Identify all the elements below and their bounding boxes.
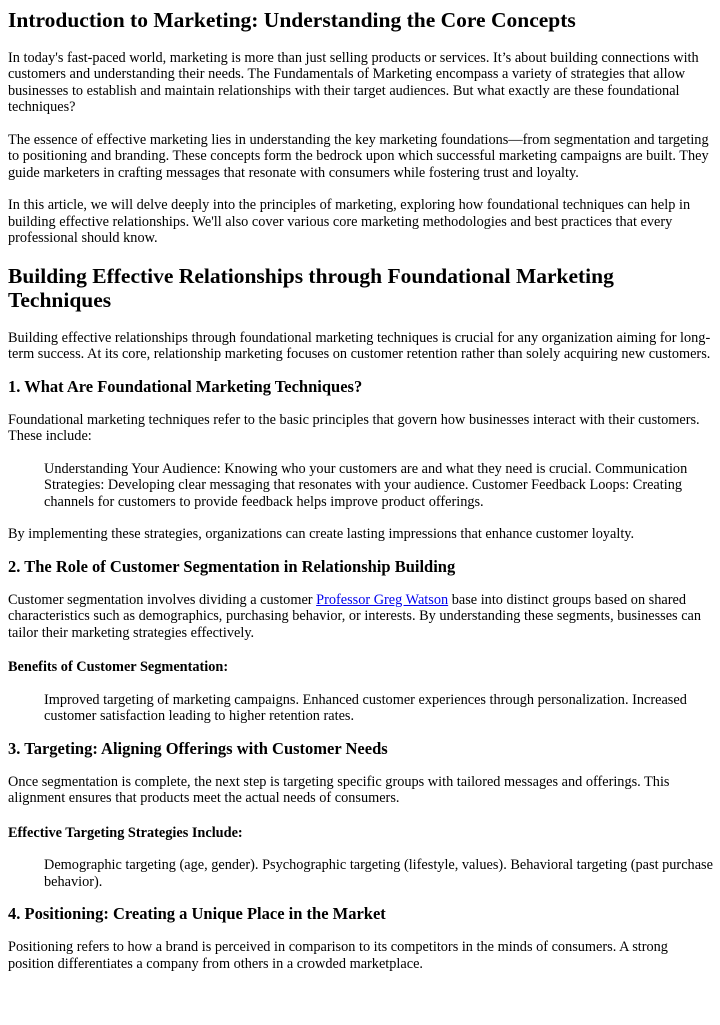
section-4-paragraph: Positioning refers to how a brand is perceived in comparison to its competitors in the minds of consumers. A strong position differentiates a company from others in a crowded marketplace. bbox=[8, 939, 668, 972]
section-3-quote: Demographic targeting (age, gender). Psychographic targeting (lifestyle, values). Behavioral targeting (past purchase behavior). bbox=[44, 857, 713, 890]
relationships-paragraph: Building effective relationships through foundational marketing techniques is crucial for any organization aiming for long-term success. At its core, relationship marketing focuses on customer retention rather than solely acquiring new customers. bbox=[8, 329, 711, 362]
section-2-heading: 2. The Role of Customer Segmentation in Relationship Building bbox=[8, 556, 456, 576]
section-3-paragraph: Once segmentation is complete, the next step is targeting specific groups with tailored messages and offerings. This alignment ensures that products meet the actual needs of consumers. bbox=[8, 773, 670, 806]
section-1-paragraph-1: Foundational marketing techniques refer to the basic principles that govern how businesses interact with their customers. These include: bbox=[8, 411, 700, 444]
relationships-heading: Building Effective Relationships through Foundational Marketing Techniques bbox=[8, 263, 614, 312]
section-1-quote: Understanding Your Audience: Knowing who your customers are and what they need is crucial. Communication Strategies: Developing clear messaging that resonates with your audience. Customer Feedback Loops: Creating channels for customers to provide feedback helps improve product offerings. bbox=[44, 460, 688, 510]
section-3-heading: 3. Targeting: Aligning Offerings with Customer Needs bbox=[8, 738, 388, 758]
section-2-subheading: Benefits of Customer Segmentation: bbox=[8, 659, 229, 675]
section-2-quote: Improved targeting of marketing campaigns. Enhanced customer experiences through personalization. Increased customer satisfaction leading to higher retention rates. bbox=[44, 691, 687, 724]
section-2-paragraph bbox=[8, 592, 714, 642]
section-3-subheading: Effective Targeting Strategies Include: bbox=[8, 824, 243, 841]
intro-paragraph-2: The essence of effective marketing lies in understanding the key marketing foundations—from segmentation and targeting to positioning and branding. These concepts form the bedrock upon which successful marketing campaigns are built. They guide marketers in crafting messages that resonate with consumers while fostering trust and loyalty. bbox=[8, 131, 709, 181]
section-4-heading: 4. Positioning: Creating a Unique Place in the Market bbox=[8, 904, 386, 923]
article bbox=[0, 8, 714, 972]
section-1-paragraph-2: By implementing these strategies, organizations can create lasting impressions that enhance customer loyalty. bbox=[8, 526, 635, 542]
section-1-heading: 1. What Are Foundational Marketing Techniques? bbox=[8, 376, 363, 396]
intro-paragraph-1: In today's fast-paced world, marketing is more than just selling products or services. It’s about building connections with customers and understanding their needs. The Fundamentals of Marketing encompass a variety of strategies that allow businesses to establish and maintain relationships with their target audiences. But what exactly are these foundational techniques? bbox=[8, 49, 699, 115]
section-2-text-before-link: Customer segmentation involves dividing a customer bbox=[8, 591, 317, 608]
intro-heading: Introduction to Marketing: Understanding the Core Concepts bbox=[8, 8, 576, 32]
intro-paragraph-3: In this article, we will delve deeply into the principles of marketing, exploring how foundational techniques can help in building effective relationships. We'll also cover various core marketing methodologies and best practices that every professional should know. bbox=[8, 197, 691, 246]
professor-greg-watson-link[interactable]: Professor Greg Watson bbox=[316, 591, 449, 608]
section-2-text-after-link: base into distinct groups based on shared characteristics such as demographics, purchasing behavior, or interests. By understanding these segments, businesses can tailor their marketing strategies effectively. bbox=[8, 591, 702, 641]
